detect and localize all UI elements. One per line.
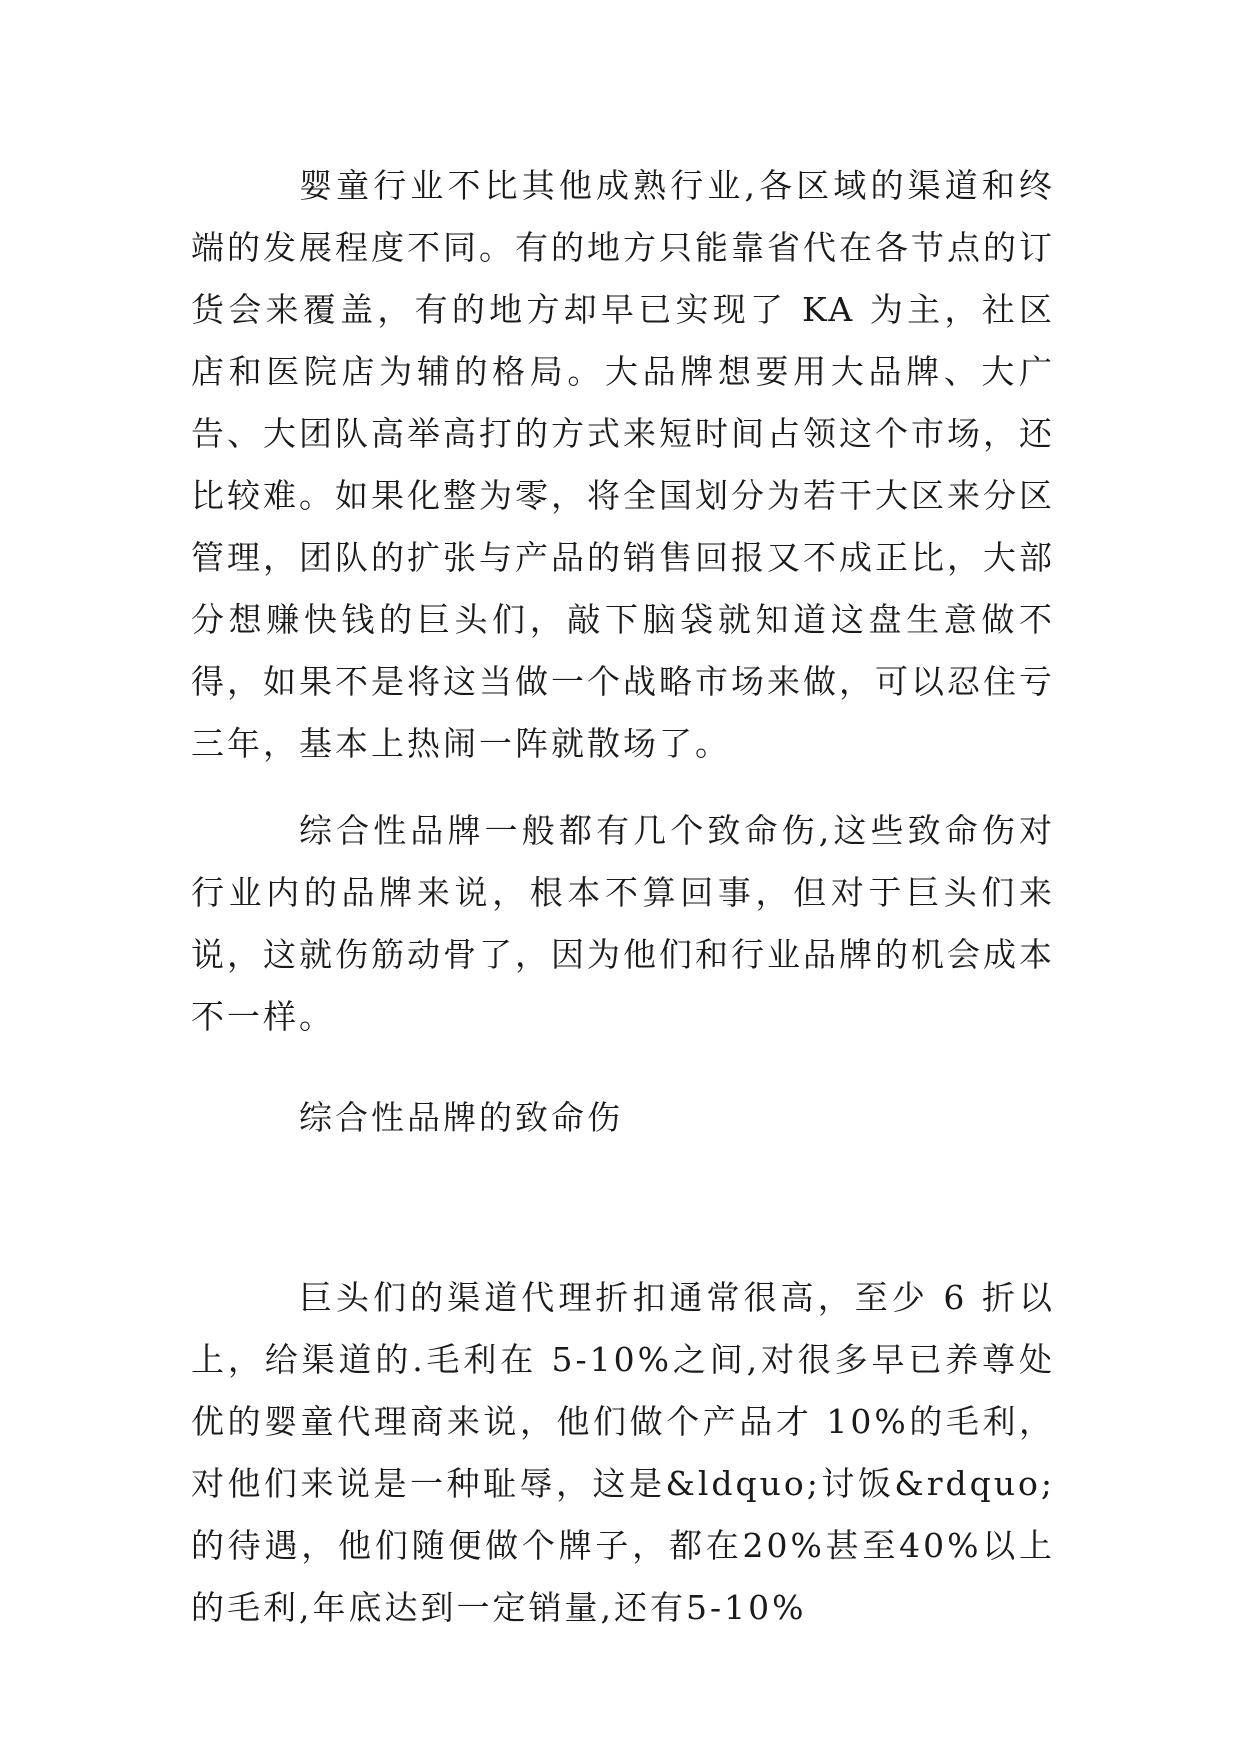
body-paragraph: 综合性品牌一般都有几个致命伤,这些致命伤对行业内的品牌来说，根本不算回事，但对于巨头们来说，这就伤筋动骨了，因为他们和行业品牌的机会成本不一样。 xyxy=(191,811,1055,1036)
section-heading: 综合性品牌的致命伤 xyxy=(299,1098,623,1137)
body-paragraph: 婴童行业不比其他成熟行业,各区域的渠道和终端的发展程度不同。有的地方只能靠省代在各节点的订货会来覆盖，有的地方却早已实现了 KA 为主，社区店和医院店为辅的格局。大品牌想要用大品牌、大广告、大团队高举高打的方式来短时间占领这个市场，还比较难。如果化整为零，将全国划分为若干大区来分区管理，团队的扩张与产品的销售回报又不成正比，大部分想赚快钱的巨头们，敲下脑袋就知道这盘生意做不得，如果不是将这当做一个战略市场来做，可以忍住亏三年，基本上热闹一阵就散场了。 xyxy=(191,166,1055,763)
body-paragraph: 巨头们的渠道代理折扣通常很高，至少 6 折以上，给渠道的.毛利在 5-10%之间,对很多早已养尊处优的婴童代理商来说，他们做个产品才 10%的毛利，对他们来说是一种耻辱，这是&ldquo;讨饭&rdquo;的待遇，他们随便做个牌子，都在20%甚至40%以上的毛利,年底达到一定销量,还有5-10% xyxy=(191,1278,1055,1627)
